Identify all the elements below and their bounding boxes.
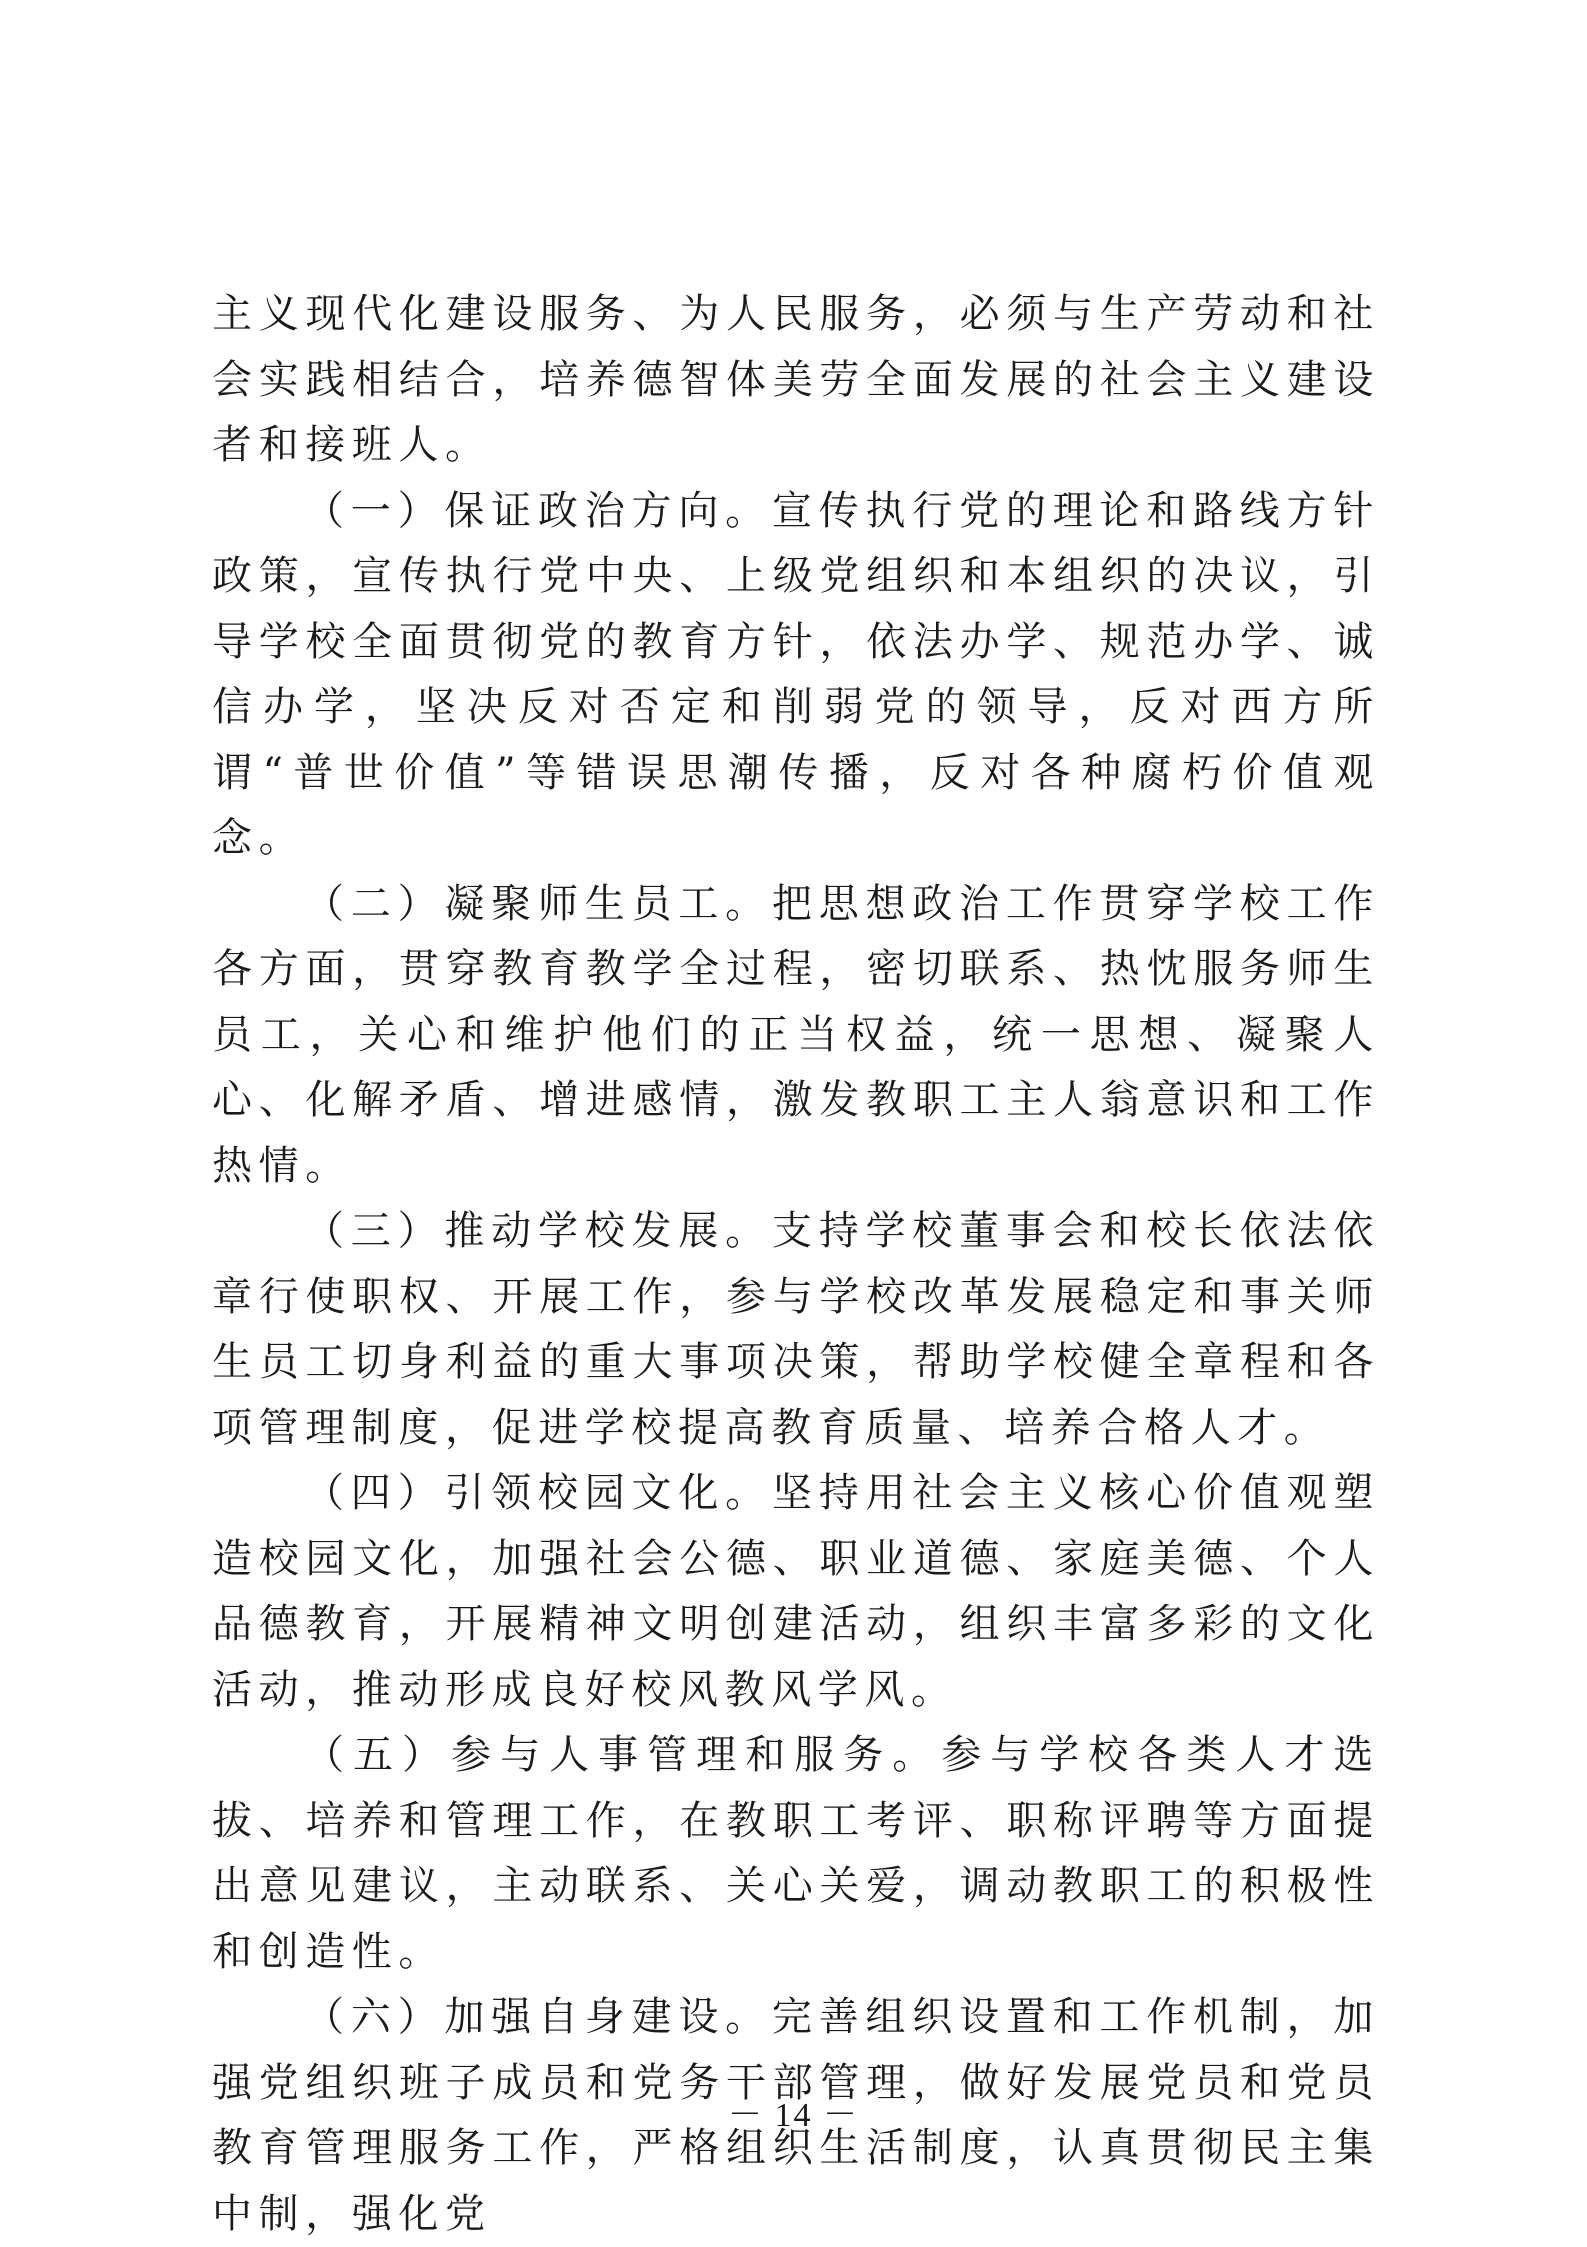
page-number: － 14 －: [728, 2097, 859, 2134]
document-body: [212, 282, 1380, 2247]
paragraph-self-building: （六）加强自身建设。完善组织设置和工作机制，加强党组织班子成员和党务干部管理，做好发展党员和党员教育管理服务工作，严格组织生活制度，认真贯彻民主集中制，强化党: [212, 1994, 1380, 2237]
paragraph-personnel-management: （五）参与人事管理和服务。参与学校各类人才选拔、培养和管理工作，在教职工考评、职称评聘等方面提出意见建议，主动联系、关心关爱，调动教职工的积极性和创造性。: [212, 1732, 1380, 1975]
paragraph-school-development: （三）推动学校发展。支持学校董事会和校长依法依章行使职权、开展工作，参与学校改革发展稳定和事关师生员工切身利益的重大事项决策，帮助学校健全章程和各项管理制度，促进学校提高教育质量、培养合格人才。: [212, 1208, 1380, 1451]
paragraph-political-direction: （一）保证政治方向。宣传执行党的理论和路线方针政策，宣传执行党中央、上级党组织和本组织的决议，引导学校全面贯彻党的教育方针，依法办学、规范办学、诚信办学，坚决反对否定和削弱党的领导，反对西方所谓“普世价值”等错误思潮传播，反对各种腐朽价值观念。: [212, 487, 1380, 861]
paragraph-campus-culture: （四）引领校园文化。坚持用社会主义核心价值观塑造校园文化，加强社会公德、职业道德、家庭美德、个人品德教育，开展精神文明创建活动，组织丰富多彩的文化活动，推动形成良好校风教风学风。: [212, 1470, 1380, 1713]
paragraph-continuation: 主义现代化建设服务、为人民服务，必须与生产劳动和社会实践相结合，培养德智体美劳全面发展的社会主义建设者和接班人。: [212, 291, 1380, 468]
paragraph-unite-staff: （二）凝聚师生员工。把思想政治工作贯穿学校工作各方面，贯穿教育教学全过程，密切联系、热忱服务师生员工，关心和维护他们的正当权益，统一思想、凝聚人心、化解矛盾、增进感情，激发教职工主人翁意识和工作热情。: [212, 880, 1380, 1189]
